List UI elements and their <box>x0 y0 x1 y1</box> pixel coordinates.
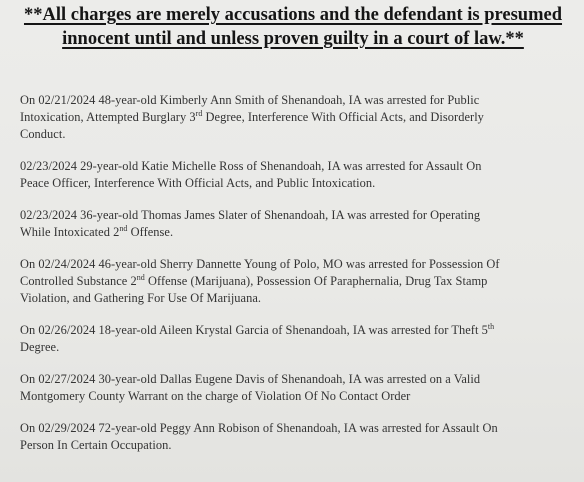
disclaimer-header <box>6 3 580 51</box>
arrest-entry: 02/23/2024 29-year-old Katie Michelle Ross of Shenandoah, IA was arrested for Assault On Peace Officer, Interference With Official Acts, and Public Intoxication. <box>20 159 482 190</box>
arrest-entry: 02/23/2024 36-year-old Thomas James Slater of Shenandoah, IA was arrested for Operating While Intoxicated 2nd Offense. <box>20 208 481 239</box>
arrest-entry: On 02/29/2024 72-year-old Peggy Ann Robison of Shenandoah, IA was arrested for Assault On Person In Certain Occupation. <box>20 421 498 452</box>
disclaimer-line-1: **All charges are merely accusations and the defendant is presumed <box>23 5 563 25</box>
arrest-entry: On 02/21/2024 48-year-old Kimberly Ann Smith of Shenandoah, IA was arrested for Public Intoxication, Attempted Burglary 3rd Degree, Interference With Official Acts, and Disorderly Conduct. <box>20 93 484 141</box>
disclaimer-line-2: innocent until and unless proven guilty in a court of law.** <box>62 29 524 49</box>
arrest-entry: On 02/26/2024 18-year-old Aileen Krystal Garcia of Shenandoah, IA was arrested for Theft 5th Degree. <box>20 321 495 354</box>
arrest-entry: On 02/24/2024 46-year-old Sherry Dannette Young of Polo, MO was arrested for Possession Of Controlled Substance 2nd Offense (Marijuana), Possession Of Paraphernalia, Drug Tax Stamp Violation, and Gathering For Use Of Marijuana. <box>20 257 500 305</box>
arrest-entry: On 02/27/2024 30-year-old Dallas Eugene Davis of Shenandoah, IA was arrested on a Valid Montgomery County Warrant on the charge of Violation Of No Contact Order <box>20 372 481 403</box>
arrest-list <box>20 92 576 468</box>
